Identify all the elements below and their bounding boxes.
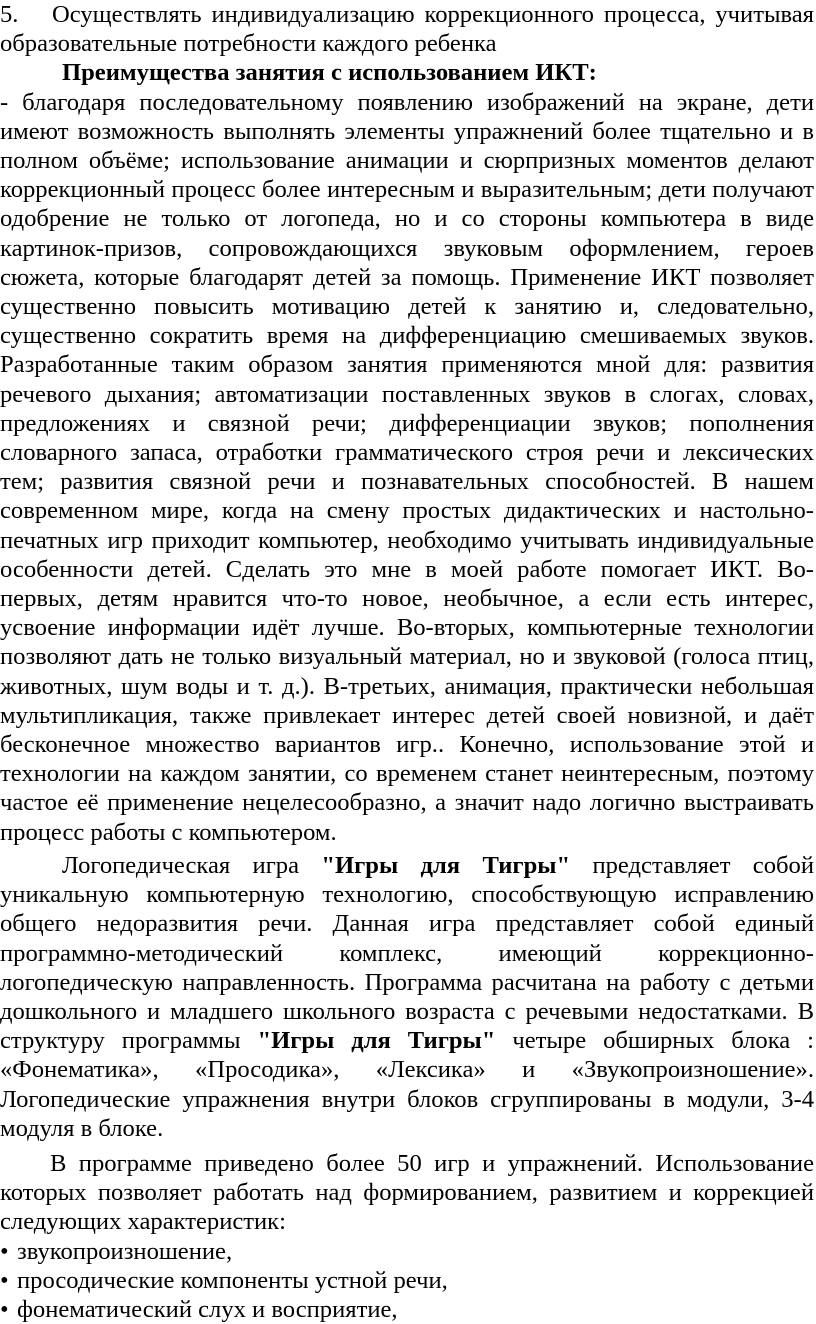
list-item-text: Осуществлять индивидуализацию коррекционного процесса, учитывая образовательные потребности каждого ребенка <box>0 1 814 58</box>
bullet-icon: • <box>0 1266 9 1294</box>
paragraph-game-part-3: четыре обширных блока : «Фонематика», «Просодика», «Лексика» и «Звукопроизношение». Логопедические упражнения внутри блоков сгруппированы в модули, 3-4 модуля в блоке. <box>0 1027 814 1142</box>
section-heading: Преимущества занятия с использованием ИКТ: <box>62 59 597 87</box>
paragraph-program: В программе приведено более 50 игр и упражнений. Использование которых позволяет работать над формированием, развитием и коррекцией следующих характеристик: <box>0 1149 814 1236</box>
list-item <box>0 1266 814 1295</box>
list-item-number: 5. <box>0 1 19 28</box>
list-item <box>0 1237 814 1266</box>
paragraph-game <box>0 851 814 1143</box>
paragraph-game-part-1: Логопедическая игра <box>62 851 322 879</box>
list-item-text: фонематический слух и восприятие, <box>17 1295 398 1323</box>
paragraph-game-part-2: представляет собой уникальную компьютерную технологию, способствующую исправлению общего недоразвития речи. Данная игра представляет собой единый программно-методический комплекс, имеющий коррекционно-логопедическую направленность. Программа расчитана на работу с детьми дошкольного и младшего школьного возраста с речевыми недостатками. В структуру программы <box>0 851 814 1055</box>
list-item-5 <box>0 0 814 58</box>
bullet-icon: • <box>0 1237 9 1265</box>
paragraph-advantages: - благодаря последовательному появлению изображений на экране, дети имеют возможность выполнять элементы упражнений более тщательно и в полном объёме; использование анимации и сюрпризных моментов делают коррекционный процесс более интересным и выразительным; дети получают одобрение не только от логопеда, но и со стороны компьютера в виде картинок-призов, сопровождающихся звуковым оформлением, героев сюжета, которые благодарят детей за помощь. Применение ИКТ позволяет существенно повысить мотивацию детей к занятию и, следовательно, существенно сократить время на дифференциацию смешиваемых звуков. Разработанные таким образом занятия применяются мной для: развития речевого дыхания; автоматизации поставленных звуков в слогах, словах, предложениях и связной речи; дифференциации звуков; пополнения словарного запаса, отработки грамматического строя речи и лексических тем; развития связной речи и познавательных способностей. В нашем современном мире, когда на смену простых дидактических и настольно-печатных игр приходит компьютер, необходимо учитывать индивидуальные особенности детей. Сделать это мне в моей работе помогает ИКТ. Во-первых, детям нравится что-то новое, необычное, а если есть интерес, усвоение информации идёт лучше. Во-вторых, компьютерные технологии позволяют дать не только визуальный материал, но и звуковой (голоса птиц, животных, шум воды и т. д.). В-третьих, анимация, практически небольшая мультипликация, также привлекает интерес детей своей новизной, и даёт бесконечное множество вариантов игр.. Конечно, использование этой и технологии на каждом занятии, со временем станет неинтересным, поэтому частое её применение нецелесообразно, а значит надо логично выстраивать процесс работы с компьютером. <box>0 88 814 846</box>
list-item-text: звукопроизношение, <box>17 1237 233 1265</box>
list-item-text: просодические компоненты устной речи, <box>17 1266 448 1294</box>
bullet-icon: • <box>0 1295 9 1323</box>
game-name-bold-1: "Игры для Тигры" <box>321 851 571 879</box>
characteristics-list <box>0 1237 814 1324</box>
game-name-bold-2: "Игры для Тигры" <box>257 1027 496 1055</box>
list-item <box>0 1295 814 1324</box>
